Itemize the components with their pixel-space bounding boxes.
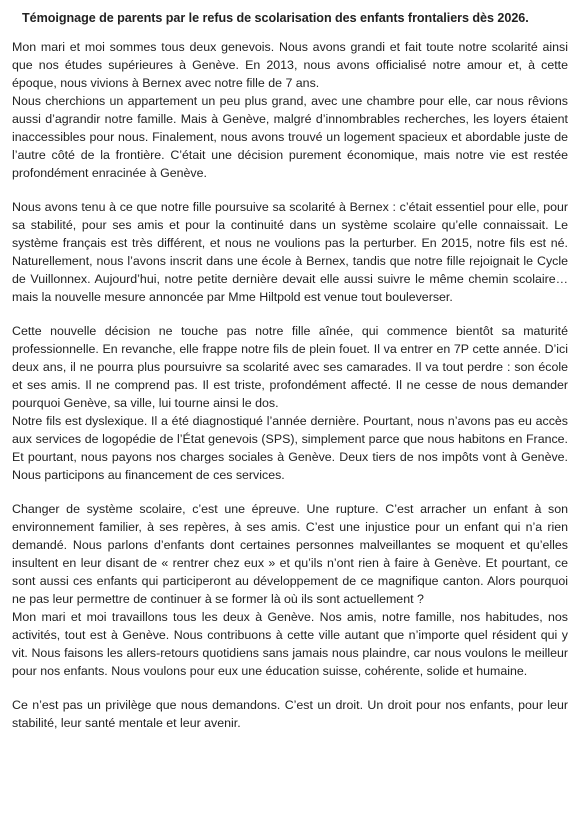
paragraph-3: Nous avons tenu à ce que notre fille poursuive sa scolarité à Bernex : c’était essentiel pour elle, pour sa stabilité, pour ses amis et pour la continuité dans un système scolaire qu’elle connaissait. Le système français est très différent, et nous ne voulions pas la perturber. En 2015, notre fils est né. Naturellement, nous l’avons inscrit dans une école à Bernex, tandis que notre fille rejoignait le Cycle de Vuillonnex. Aujourd’hui, notre petite dernière devait elle aussi suivre le même chemin scolaire… mais la nouvelle mesure annoncée par Mme Hiltpold est venue tout bouleverser. xyxy=(12,200,568,304)
paragraph-6: Changer de système scolaire, c’est une épreuve. Une rupture. C’est arracher un enfant à son environnement familier, à ses repères, à ses amis. C’est une injustice pour un enfant qui n’a rien demandé. Nous parlons d’enfants dont certaines personnes malveillantes se moquent et qu’elles insultent en leur disant de « rentrer chez eux » et qu’ils n’ont rien à faire à Genève. Et pourtant, ce sont aussi ces enfants qui participeront au développement de ce magnifique canton. Alors pourquoi ne pas leur permettre de continuer à se former là où ils sont actuellement ? xyxy=(12,502,568,606)
document-title: Témoignage de parents par le refus de scolarisation des enfants frontaliers dès 2026. xyxy=(22,11,529,25)
paragraph-8: Ce n’est pas un privilège que nous demandons. C’est un droit. Un droit pour nos enfants, pour leur stabilité, leur santé mentale et leur avenir. xyxy=(12,698,568,730)
paragraph-4: Cette nouvelle décision ne touche pas notre fille aînée, qui commence bientôt sa maturité professionnelle. En revanche, elle frappe notre fils de plein fouet. Il va entrer en 7P cette année. D’ici deux ans, il ne pourra plus poursuivre sa scolarité avec ses camarades. Il va tout perdre : son école et ses amis. Il ne comprend pas. Il est triste, profondément affecté. Il ne cesse de nous demander pourquoi Genève, sa ville, lui tourne ainsi le dos. xyxy=(12,324,568,410)
paragraph-spacer xyxy=(12,680,568,696)
paragraph-spacer xyxy=(12,182,568,198)
paragraph-1: Mon mari et moi sommes tous deux genevois. Nous avons grandi et fait toute notre scolarité ainsi que nos études supérieures à Genève. En 2013, nous avons officialisé notre amour et, à cette époque, nous vivions à Bernex avec notre fille de 7 ans. xyxy=(12,40,568,90)
paragraph-spacer xyxy=(12,306,568,322)
paragraph-7: Mon mari et moi travaillons tous les deux à Genève. Nos amis, notre famille, nos habitudes, nos activités, tout est à Genève. Nous contribuons à cette ville autant que n’importe quel résident qui y vit. Nous faisons les allers-retours quotidiens sans jamais nous plaindre, car nous voulons le meilleur pour nos enfants. Nous voulons pour eux une éducation suisse, cohérente, solide et humaine. xyxy=(12,610,568,678)
paragraph-5: Notre fils est dyslexique. Il a été diagnostiqué l’année dernière. Pourtant, nous n’avons pas eu accès aux services de logopédie de l’État genevois (SPS), simplement parce que nous habitons en France. Et pourtant, nous payons nos charges sociales à Genève. Deux tiers de nos impôts vont à Genève. Nous participons au financement de ces services. xyxy=(12,414,568,482)
paragraph-2: Nous cherchions un appartement un peu plus grand, avec une chambre pour elle, car nous rêvions aussi d’agrandir notre famille. Mais à Genève, malgré d’innombrables recherches, les loyers étaient inaccessibles pour nous. Finalement, nous avons trouvé un logement spacieux et abordable juste de l’autre côté de la frontière. C’était une décision purement économique, mais notre vie est restée profondément enracinée à Genève. xyxy=(12,94,568,180)
paragraph-spacer xyxy=(12,484,568,500)
